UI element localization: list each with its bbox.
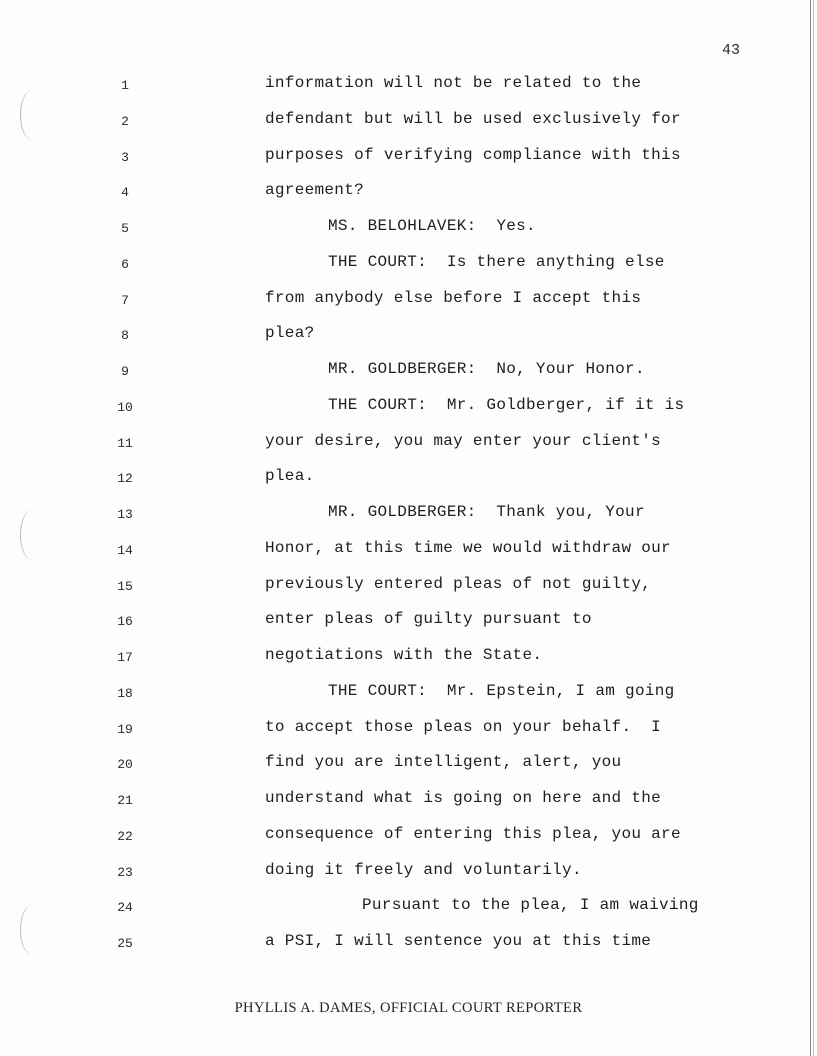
line-number: 20: [117, 757, 133, 773]
line-number: 9: [121, 364, 129, 379]
line-text: defendant but will be used exclusively for: [265, 109, 681, 128]
line-number: 23: [117, 864, 133, 880]
transcript-line: [0, 354, 817, 390]
line-number: 18: [117, 685, 133, 701]
transcript-line: [0, 283, 817, 319]
transcript-line: [0, 211, 817, 247]
line-text: understand what is going on here and the: [265, 789, 662, 807]
transcript-line: [0, 819, 817, 855]
transcript-line: [0, 247, 817, 283]
transcript-line: [0, 712, 817, 748]
transcript-line: [0, 855, 817, 891]
line-text: agreement?: [265, 181, 365, 200]
transcript-line: [0, 68, 817, 104]
line-text: from anybody else before I accept this: [265, 288, 642, 307]
transcript-line: [0, 676, 817, 712]
line-number: 14: [117, 542, 133, 558]
transcript-line: [0, 604, 817, 640]
line-number: 21: [117, 793, 133, 808]
line-number: 1: [121, 78, 129, 93]
line-number: 17: [117, 650, 133, 665]
line-text: a PSI, I will sentence you at this time: [265, 932, 652, 950]
line-text: MR. GOLDBERGER: Thank you, Your: [328, 503, 645, 521]
line-number: 13: [117, 507, 133, 522]
line-text: previously entered pleas of not guilty,: [265, 574, 652, 593]
line-text: to accept those pleas on your behalf. I: [265, 717, 662, 736]
line-number: 25: [117, 936, 133, 951]
page-number: 43: [721, 42, 740, 59]
transcript-line: [0, 461, 817, 497]
line-text: MS. BELOHLAVEK: Yes.: [328, 217, 536, 235]
transcript-line: [0, 497, 817, 533]
line-number: 6: [121, 256, 129, 272]
line-number: 15: [117, 578, 133, 594]
line-number: 4: [121, 185, 129, 201]
line-text: find you are intelligent, alert, you: [265, 753, 622, 772]
transcript-line: [0, 104, 817, 140]
transcript-line: [0, 426, 817, 462]
line-number: 3: [121, 149, 129, 165]
line-number: 11: [117, 435, 133, 451]
line-text: THE COURT: Mr. Epstein, I am going: [328, 681, 675, 700]
line-text: THE COURT: Mr. Goldberger, if it is: [328, 395, 685, 414]
line-text: information will not be related to the: [265, 74, 642, 92]
line-text: negotiations with the State.: [265, 646, 543, 664]
line-number: 16: [117, 614, 133, 630]
transcript-lines: [0, 68, 817, 962]
line-text: plea.: [265, 467, 315, 486]
reporter-footer: PHYLLIS A. DAMES, OFFICIAL COURT REPORTER: [234, 1000, 583, 1016]
transcript-line: [0, 926, 817, 962]
line-number: 22: [117, 828, 133, 844]
transcript-line: [0, 747, 817, 783]
line-text: doing it freely and voluntarily.: [265, 860, 582, 879]
line-number: 8: [121, 328, 129, 344]
line-number: 5: [121, 221, 129, 236]
line-text: THE COURT: Is there anything else: [328, 252, 665, 271]
transcript-line: [0, 140, 817, 176]
transcript-line: [0, 533, 817, 569]
transcript-line: [0, 318, 817, 354]
line-number: 24: [117, 900, 133, 916]
line-number: 10: [117, 399, 133, 415]
transcript-line: [0, 569, 817, 605]
line-number: 19: [117, 721, 133, 737]
line-text: consequence of entering this plea, you are: [265, 824, 681, 843]
line-text: MR. GOLDBERGER: No, Your Honor.: [328, 360, 645, 378]
line-text: Pursuant to the plea, I am waiving: [362, 896, 699, 915]
line-number: 7: [121, 292, 129, 308]
line-number: 2: [121, 113, 129, 129]
transcript-line: [0, 783, 817, 819]
line-text: enter pleas of guilty pursuant to: [265, 610, 592, 629]
line-number: 12: [117, 471, 133, 487]
transcript-line: [0, 175, 817, 211]
transcript-line: [0, 890, 817, 926]
transcript-line: [0, 390, 817, 426]
line-text: purposes of verifying compliance with this: [265, 145, 681, 164]
line-text: Honor, at this time we would withdraw our: [265, 538, 671, 557]
transcript-line: [0, 640, 817, 676]
line-text: plea?: [265, 324, 315, 343]
line-text: your desire, you may enter your client's: [265, 431, 662, 450]
